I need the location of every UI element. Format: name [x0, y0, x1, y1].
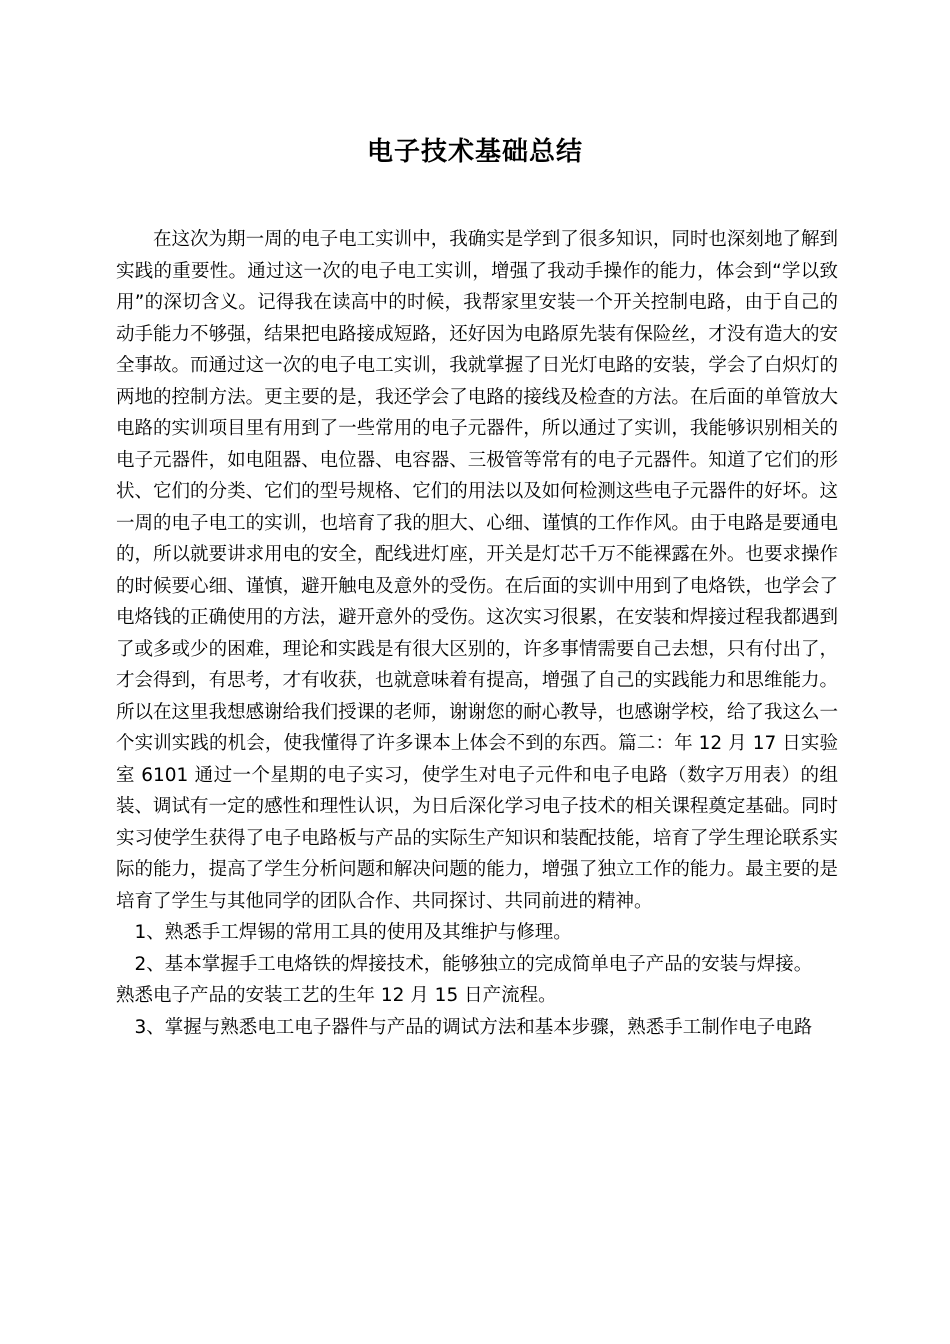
list-item-2: 2、基本掌握手工电烙铁的焊接技术，能够独立的完成简单电子产品的安装与焊接。	[134, 953, 813, 975]
list-item-3: 3、掌握与熟悉电工电子器件与产品的调试方法和基本步骤，熟悉手工制作电子电路	[134, 1016, 813, 1038]
list-item-1: 1、熟悉手工焊锡的常用工具的使用及其维护与修理。	[134, 922, 572, 943]
list-item-2-continuation: 熟悉电子产品的安装工艺的生年 12 月 15 日产流程。	[116, 985, 557, 1006]
document-body	[116, 224, 838, 1043]
document-title: 电子技术基础总结	[366, 137, 583, 167]
body-paragraph: 在这次为期一周的电子电工实训中，我确实是学到了很多知识，同时也深刻地了解到实践的重要性。通过这一次的电子电工实训，增强了我动手操作的能力，体会到“学以致用”的深切含义。记得我在读高中的时候，我帮家里安装一个开关控制电路，由于自己的动手能力不够强，结果把电路接成短路，还好因为电路原先装有保险丝，才没有造大的安全事故。而通过这一次的电子电工实训，我就掌握了日光灯电路的安装，学会了白炽灯的两地的控制方法。更主要的是，我还学会了电路的接线及检查的方法。在后面的单管放大电路的实训项目里有用到了一些常用的电子元器件，所以通过了实训，我能够识别相关的电子元器件，如电阻器、电位器、电容器、三极管等常有的电子元器件。知道了它们的形状、它们的分类、它们的型号规格、它们的用法以及如何检测这些电子元器件的好坏。这一周的电子电工的实训，也培育了我的胆大、心细、谨慎的工作作风。由于电路是要通电的，所以就要讲求用电的安全，配线进灯座，开关是灯芯千万不能裸露在外。也要求操作的时候要心细、谨慎，避开触电及意外的受伤。在后面的实训中用到了电烙铁，也学会了电烙钱的正确使用的方法，避开意外的受伤。这次实习很累，在安装和焊接过程我都遇到了或多或少的困难，理论和实践是有很大区别的，许多事情需要自己去想，只有付出了，才会得到，有思考，才有收获，也就意味着有提高，增强了自己的实践能力和思维能力。所以在这里我想感谢给我们授课的老师，谢谢您的耐心教导，也感谢学校，给了我这么一个实训实践的机会，使我懂得了许多课本上体会不到的东西。篇二：年 12 月 17 日实验室 6101 通过一个星期的电子实习，使学生对电子元件和电子电路（数字万用表）的组装、调试有一定的感性和理性认识，为日后深化学习电子技术的相关课程奠定基础。同时实习使学生获得了电子电路板与产品的实际生产知识和装配技能，培育了学生理论联系实际的能力，提高了学生分析问题和解决问题的能力，增强了独立工作的能力。最主要的是培育了学生与其他同学的团队合作、共同探讨、共同前进的精神。	[116, 229, 838, 912]
